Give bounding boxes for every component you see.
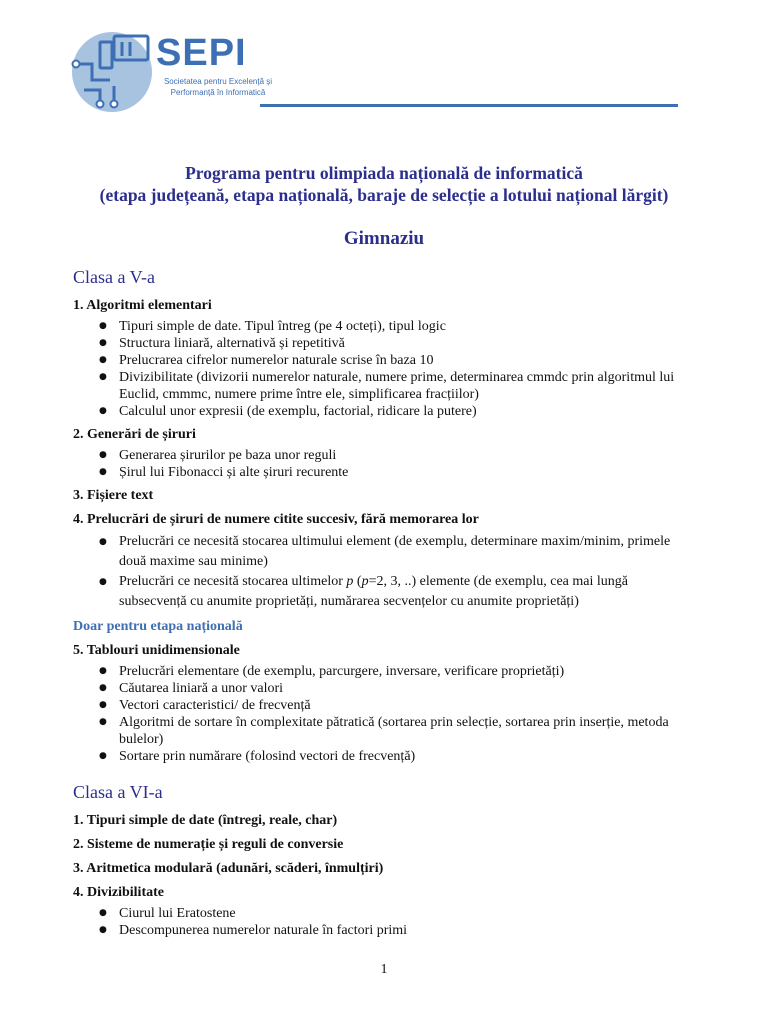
title-line-1: Programa pentru olimpiada națională de informatică [185, 163, 583, 183]
topic-title: 2. Sisteme de numerație și reguli de conversie [73, 837, 344, 852]
class-5-heading: Clasa a V-a [73, 267, 155, 287]
topic-list [73, 663, 693, 765]
page-number: 1 [380, 962, 388, 977]
document-body [73, 266, 693, 945]
list-item: ● Șirul lui Fibonacci și alte șiruri recurente [99, 464, 693, 481]
list-item: ● Generarea șirurilor pe baza unor reguli [99, 447, 693, 464]
list-item: ● Căutarea liniară a unor valori [99, 680, 693, 697]
list-item: ● Ciurul lui Eratostene [99, 905, 693, 922]
topic-title: 2. Generări de șiruri [73, 427, 196, 442]
title-line-2: (etapa județeană, etapa națională, baraje de selecție a lotului național lărgit) [99, 185, 669, 205]
topic-list [73, 318, 693, 420]
logo-name: SEPI [156, 32, 247, 74]
list-item-text: =2, 3, ..) elemente (de exemplu, cea mai lungă subsecvență cu anumite proprietăți, numărarea secvențelor cu anumite proprietăți) [119, 574, 628, 609]
class-6-heading: Clasa a VI-a [73, 782, 163, 802]
topic-list [73, 447, 693, 481]
list-item [99, 572, 693, 612]
list-item: ● Prelucrarea cifrelor numerelor naturale scrise în baza 10 [99, 352, 693, 369]
topic-title: 1. Tipuri simple de date (întregi, reale, char) [73, 813, 338, 828]
topic-title: 3. Fișiere text [73, 488, 154, 503]
list-item: ● Structura liniară, alternativă și repetitivă [99, 335, 693, 352]
list-item: ● Vectori caracteristici/ de frecvență [99, 697, 693, 714]
logo-subtitle-line-2: Performanță în Informatică [170, 88, 266, 97]
topic-list [73, 532, 693, 612]
topic-title: 3. Aritmetica modulară (adunări, scăderi, înmulțiri) [73, 861, 384, 876]
logo-subtitle [158, 76, 278, 98]
list-item: ● Sortare prin numărare (folosind vectori de frecvență) [99, 748, 693, 765]
topic-list [73, 905, 693, 939]
document-header [70, 28, 690, 118]
topic-title: 4. Divizibilitate [73, 885, 164, 900]
topic-title: 1. Algoritmi elementari [73, 298, 212, 313]
list-item-text: Prelucrări ce necesită stocarea ultimelor [119, 574, 347, 589]
list-item: ● Prelucrări elementare (de exemplu, parcurgere, inversare, verificare proprietăți) [99, 663, 693, 680]
variable-p: p [346, 574, 354, 589]
list-item: ● Descompunerea numerelor naturale în factori primi [99, 922, 693, 939]
document-title [20, 162, 748, 206]
list-item: ● Calculul unor expresii (de exemplu, factorial, ridicare la putere) [99, 403, 693, 420]
logo-subtitle-line-1: Societatea pentru Excelență și [163, 77, 273, 86]
national-stage-note: Doar pentru etapa națională [73, 619, 243, 634]
variable-p: p [361, 574, 369, 589]
topic-title: 5. Tablouri unidimensionale [73, 643, 240, 658]
header-divider [260, 104, 678, 107]
list-item: ● Prelucrări ce necesită stocarea ultimului element (de exemplu, determinare maxim/minim, primele două maxime sau minime) [99, 532, 693, 572]
list-item: ● Algoritmi de sortare în complexitate pătratică (sortarea prin selecție, sortarea prin inserție, metoda bulelor) [99, 714, 693, 748]
sepi-logo-icon [70, 30, 154, 114]
topic-title: 4. Prelucrări de șiruri de numere citite succesiv, fără memorarea lor [73, 512, 479, 527]
list-item: ● Tipuri simple de date. Tipul întreg (pe 4 octeți), tipul logic [99, 318, 693, 335]
list-item-text: ( [353, 574, 362, 589]
level-heading: Gimnaziu [343, 228, 425, 249]
list-item: ● Divizibilitate (divizorii numerelor naturale, numere prime, determinarea cmmdc prin algoritmul lui Euclid, cmmmc, numere prime între ele, simplificarea fracțiilor) [99, 369, 693, 403]
